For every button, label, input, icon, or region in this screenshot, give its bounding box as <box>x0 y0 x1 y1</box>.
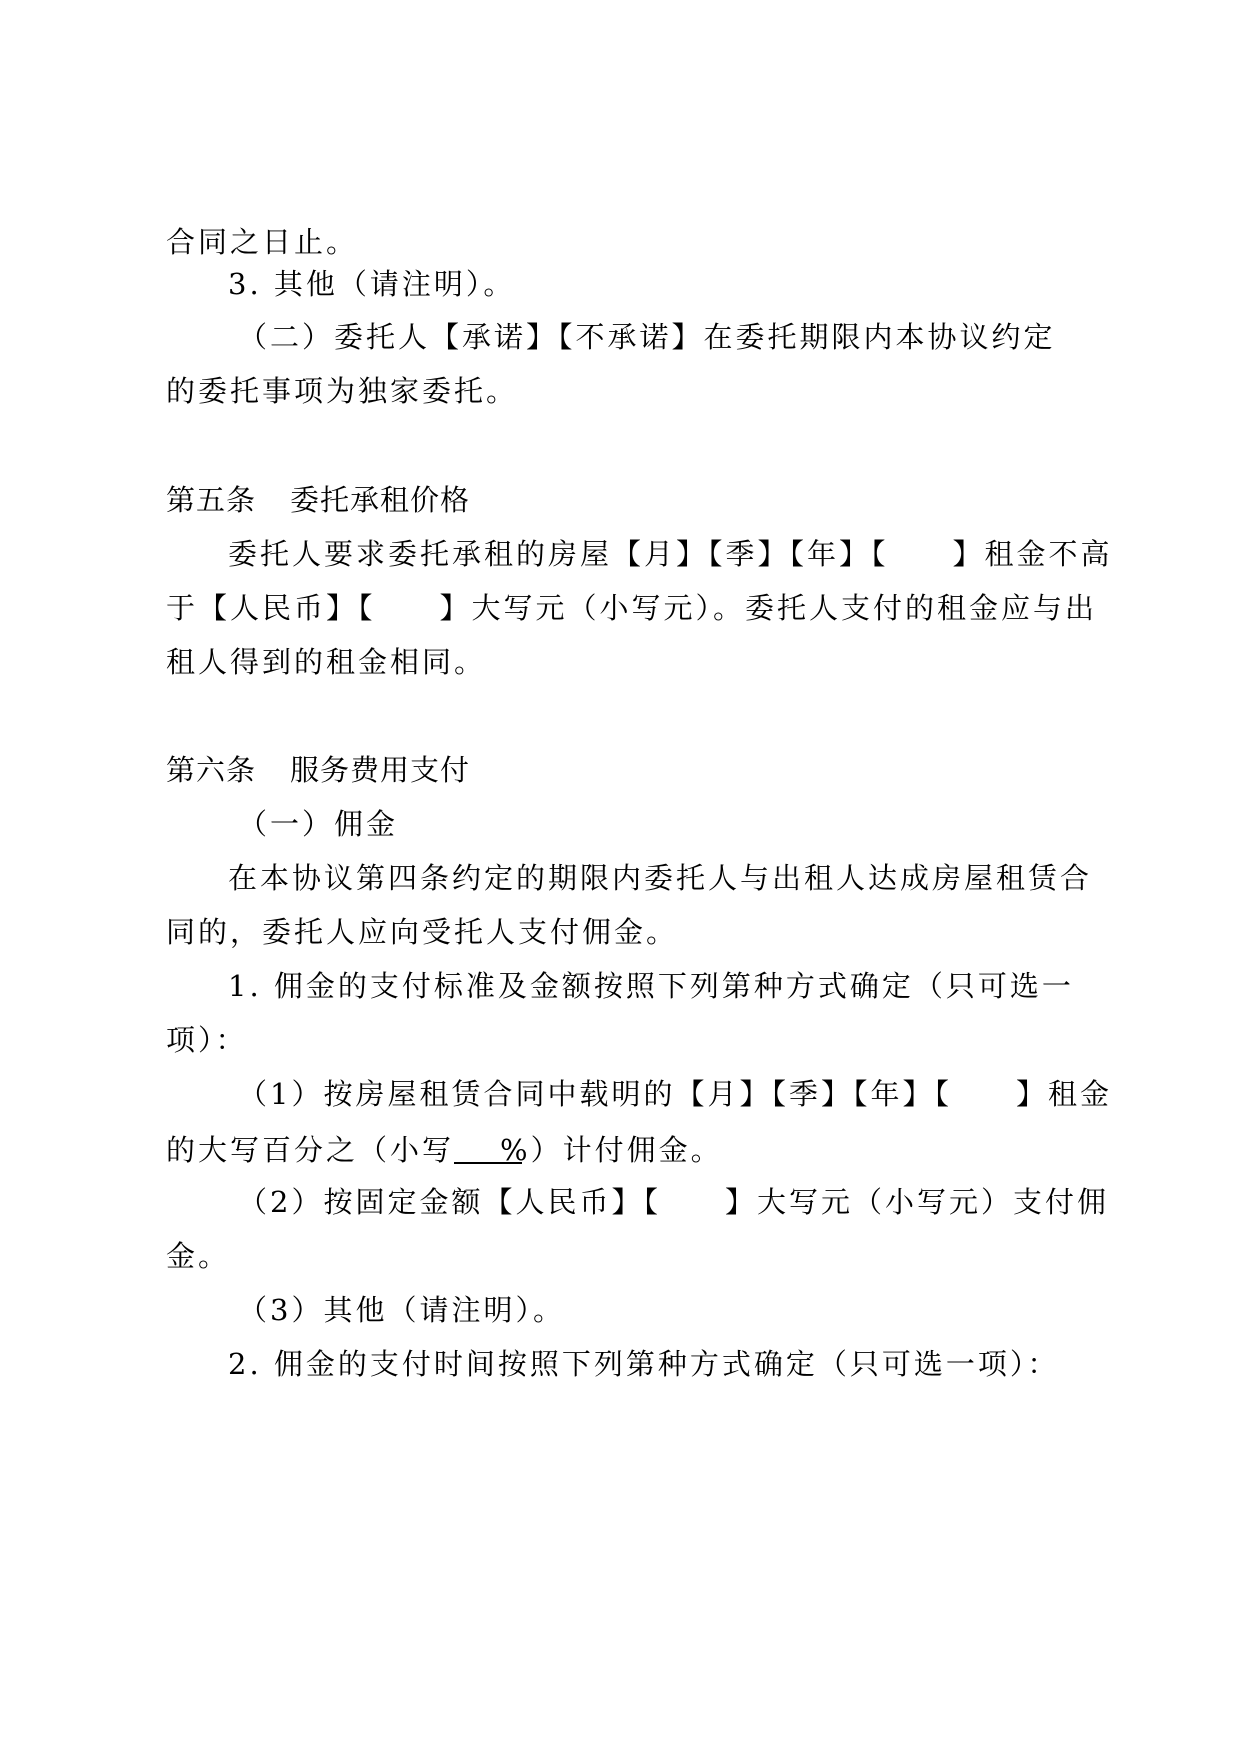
section-number: 第五条 <box>166 483 257 517</box>
paragraph-line: （2）按固定金额【人民币】【 】大写元（小写元）支付佣 <box>238 1185 1109 1219</box>
section-title: 委托承租价格 <box>290 483 471 517</box>
paragraph-line: 2. 佣金的支付时间按照下列第种方式确定（只可选一项）： <box>228 1347 1060 1381</box>
paragraph-line: 1. 佣金的支付标准及金额按照下列第种方式确定（只可选一 <box>228 969 1074 1003</box>
line-text: ）计付佣金。 <box>530 1133 723 1167</box>
paragraph-line: （一）佣金 <box>238 807 399 841</box>
paragraph-line: 项）： <box>166 1023 248 1057</box>
section-number: 第六条 <box>166 753 257 787</box>
percent-sign: % <box>500 1133 531 1167</box>
line-text: 的大写百分之（小写 <box>166 1133 455 1167</box>
section-title: 服务费用支付 <box>290 753 471 787</box>
paragraph-line: 合同之日止。 <box>166 225 359 259</box>
paragraph-line: 金。 <box>166 1239 231 1273</box>
paragraph-line: （1）按房屋租赁合同中载明的【月】【季】【年】【 】租金 <box>238 1077 1112 1111</box>
paragraph-line: 委托人要求委托承租的房屋【月】【季】【年】【 】租金不高 <box>228 537 1113 571</box>
section-heading-5 <box>166 480 470 520</box>
paragraph-line: 于【人民币】【 】大写元（小写元）。委托人支付的租金应与出 <box>166 591 1098 625</box>
paragraph-line: 在本协议第四条约定的期限内委托人与出租人达成房屋租赁合 <box>228 861 1093 895</box>
paragraph-line: 3. 其他（请注明）。 <box>228 267 516 301</box>
paragraph-line: （二）委托人【承诺】【不承诺】在委托期限内本协议约定 <box>238 320 1056 354</box>
paragraph-line: （3）其他（请注明）。 <box>238 1293 565 1327</box>
paragraph-line: 的委托事项为独家委托。 <box>166 374 519 408</box>
section-heading-6 <box>166 750 470 790</box>
paragraph-line: 同的，委托人应向受托人支付佣金。 <box>166 915 679 949</box>
paragraph-line: 租人得到的租金相同。 <box>166 645 487 679</box>
paragraph-line <box>166 1128 745 1170</box>
